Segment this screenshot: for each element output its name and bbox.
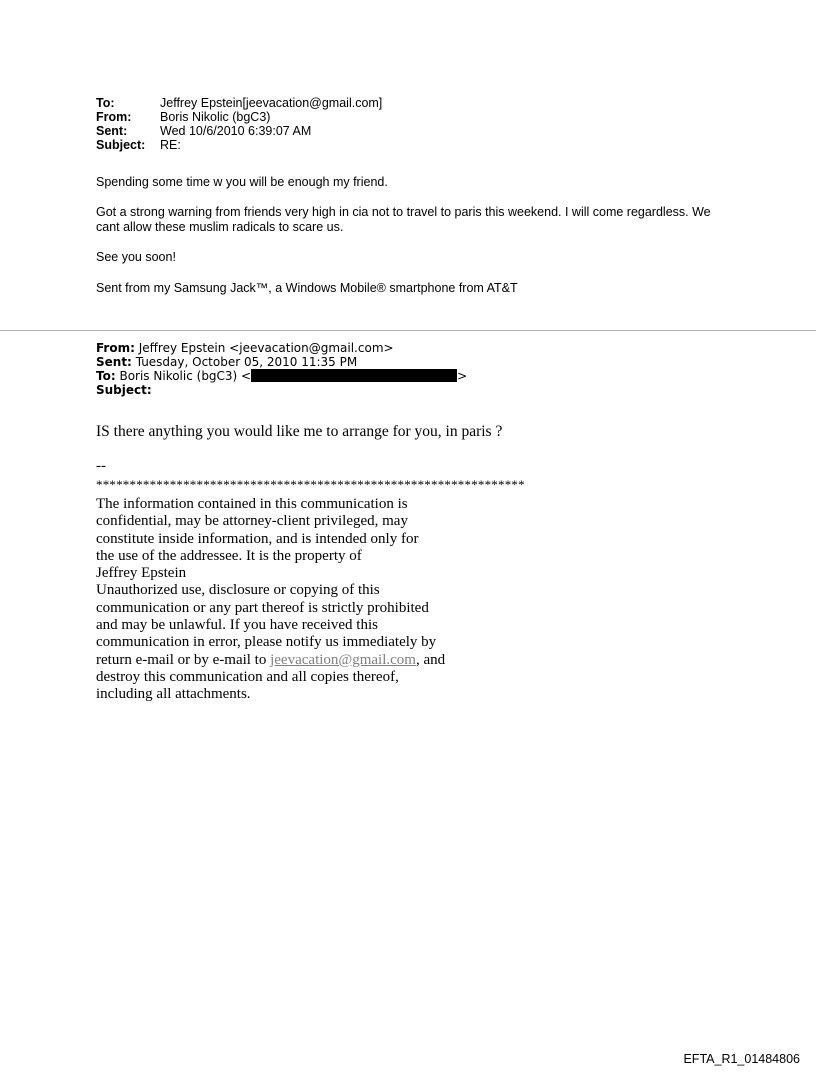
disclaimer-line: including all attachments. [96, 686, 251, 703]
disclaimer-line: communication or any part thereof is strictly prohibited [96, 599, 429, 616]
quoted-sent-row [96, 356, 467, 370]
quoted-to-suffix: > [457, 369, 468, 383]
to-value: Jeffrey Epstein[jeevacation@gmail.com] [160, 96, 383, 110]
quoted-header [96, 342, 467, 397]
reply-body-paragraph-2: Got a strong warning from friends very high in cia not to travel to paris this weekend. I will come regardless. We cant allow these muslim radicals to scare us. [96, 205, 711, 234]
quoted-sent-value: Tuesday, October 05, 2010 11:35 PM [135, 354, 358, 369]
disclaimer-pre: return e-mail or by e-mail to [96, 651, 271, 668]
disclaimer-post: , and [415, 651, 446, 668]
signature-stars: **************************************************************** [96, 477, 525, 492]
from-value: Boris Nikolic (bgC3) [160, 110, 271, 124]
header-subject-row [96, 138, 382, 152]
quoted-from-value: Jeffrey Epstein <jeevacation@gmail.com> [138, 341, 394, 355]
header-to-row [96, 96, 382, 110]
disclaimer-line: destroy this communication and all copies thereof, [96, 668, 399, 685]
quoted-from-label: From: [96, 341, 135, 355]
disclaimer-line: constitute inside information, and is intended only for [96, 530, 419, 547]
subject-value: RE: [160, 138, 181, 152]
disclaimer-line: The information contained in this communication is [96, 496, 408, 512]
signature-dash: -- [96, 458, 106, 474]
quoted-from-row [96, 342, 467, 356]
disclaimer-line: communication in error, please notify us immediately by [96, 634, 437, 651]
email-link[interactable]: jeevacation@gmail.com [270, 651, 416, 668]
disclaimer-line: the use of the addressee. It is the property of [96, 547, 362, 564]
message-divider [0, 330, 816, 331]
reply-body-line-1: Spending some time w you will be enough my friend. [96, 175, 388, 189]
reply-signature: Sent from my Samsung Jack™, a Windows Mobile® smartphone from AT&T [96, 281, 518, 295]
redaction-box [251, 369, 457, 382]
quoted-subject-row [96, 384, 467, 398]
quoted-body: IS there anything you would like me to arrange for you, in paris ? [96, 423, 503, 440]
quoted-to-prefix: Boris Nikolic (bgC3) < [119, 369, 252, 383]
reply-header [96, 96, 382, 152]
document-id: EFTA_R1_01484806 [683, 1052, 800, 1066]
subject-label: Subject: [96, 138, 146, 152]
disclaimer-line: confidential, may be attorney-client privileged, may [96, 513, 408, 530]
reply-body-line-3: See you soon! [96, 250, 176, 264]
quoted-subject-label: Subject: [96, 382, 152, 397]
header-sent-row [96, 124, 382, 138]
disclaimer-line: Unauthorized use, disclosure or copying of this [96, 582, 380, 599]
disclaimer-block [96, 496, 445, 704]
quoted-sent-label: Sent: [96, 354, 132, 369]
sent-label: Sent: [96, 124, 128, 138]
disclaimer-line: Jeffrey Epstein [96, 565, 187, 582]
header-from-row [96, 110, 382, 124]
to-label: To: [96, 96, 115, 110]
disclaimer-line: and may be unlawful. If you have received this [96, 617, 378, 634]
sent-value: Wed 10/6/2010 6:39:07 AM [160, 124, 312, 138]
quoted-to-row [96, 369, 467, 384]
disclaimer-line-with-link [96, 652, 445, 669]
from-label: From: [96, 110, 132, 124]
quoted-to-label: To: [96, 369, 116, 383]
